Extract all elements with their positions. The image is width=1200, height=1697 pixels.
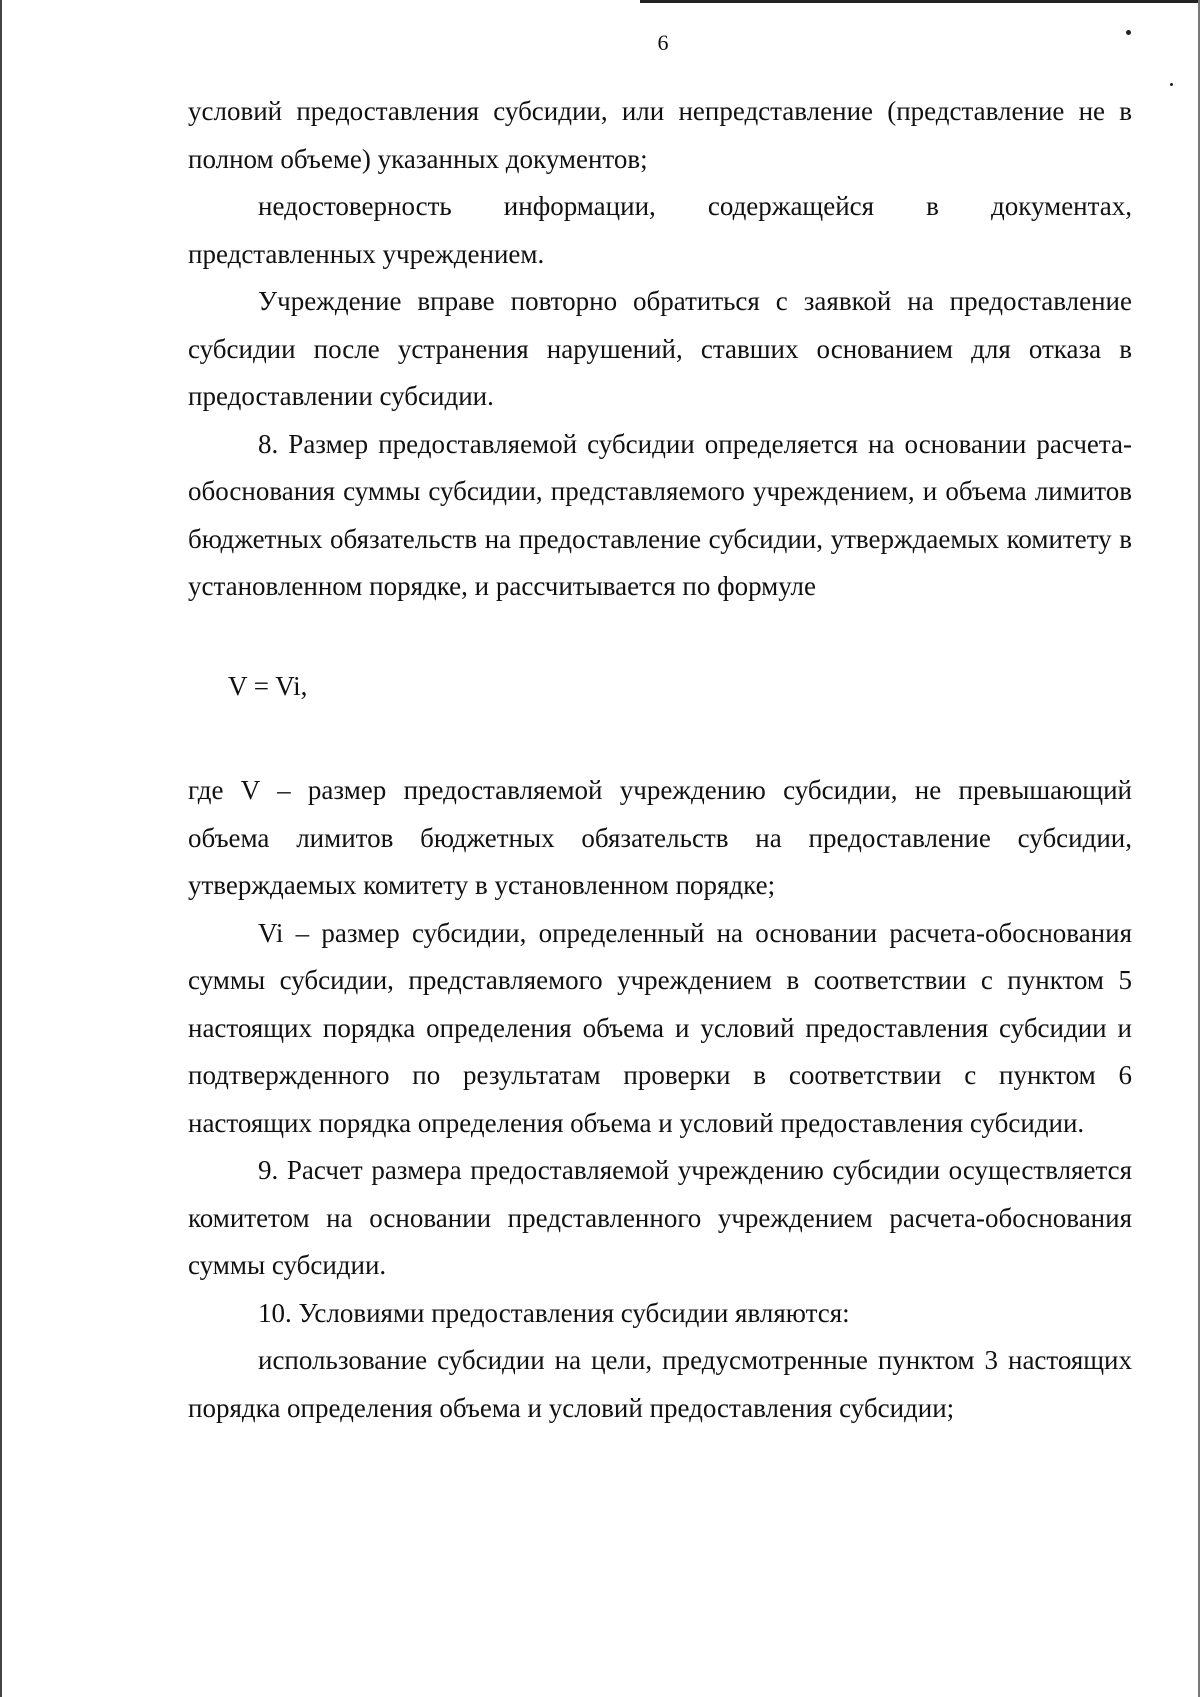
left-edge-line	[0, 0, 2, 1697]
paragraph: 10. Условиями предоставления субсидии являются:	[258, 1297, 850, 1328]
paragraph: 9. Расчет размера предоставляемой учреждению субсидии осуществляется комитетом на основании представленного учреждением расчета-обоснования суммы субсидии.	[188, 1155, 1132, 1280]
paragraph: где V – размер предоставляемой учреждению субсидии, не превышающий объема лимитов бюджетных обязательств на предоставление субсидии, утверждаемых комитету в установленном порядке;	[188, 775, 1132, 900]
page-number: 6	[657, 30, 669, 55]
paragraph: условий предоставления субсидии, или непредставление (представление не в полном объеме) указанных документов;	[188, 96, 1132, 174]
paragraph: Vi – размер субсидии, определенный на основании расчета-обоснования суммы субсидии, представляемого учреждением в соответствии с пунктом 5 настоящих порядка определения объема и условий предоставления субсидии и подтвержденного по результатам проверки в соответствии с пунктом 6 настоящих порядка определения объема и условий предоставления субсидии.	[188, 917, 1132, 1138]
top-edge-line	[640, 0, 1200, 3]
paragraph: недостоверность информации, содержащейся в документах, представленных учреждением.	[188, 191, 1132, 269]
paragraph: Учреждение вправе повторно обратиться с заявкой на предоставление субсидии после устранения нарушений, ставших основанием для отказа в предоставлении субсидии.	[188, 286, 1132, 411]
paragraph: использование субсидии на цели, предусмотренные пунктом 3 настоящих порядка определения объема и условий предоставления субсидии;	[188, 1345, 1132, 1423]
document-body	[188, 88, 1132, 1432]
formula: V = Vi,	[228, 670, 308, 701]
scan-speck	[1170, 83, 1173, 86]
paragraph: 8. Размер предоставляемой субсидии определяется на основании расчета-обоснования суммы субсидии, представляемого учреждением, и объема лимитов бюджетных обязательств на предоставление субсидии, утверждаемых комитету в установленном порядке, и рассчитывается по формуле	[188, 428, 1132, 601]
